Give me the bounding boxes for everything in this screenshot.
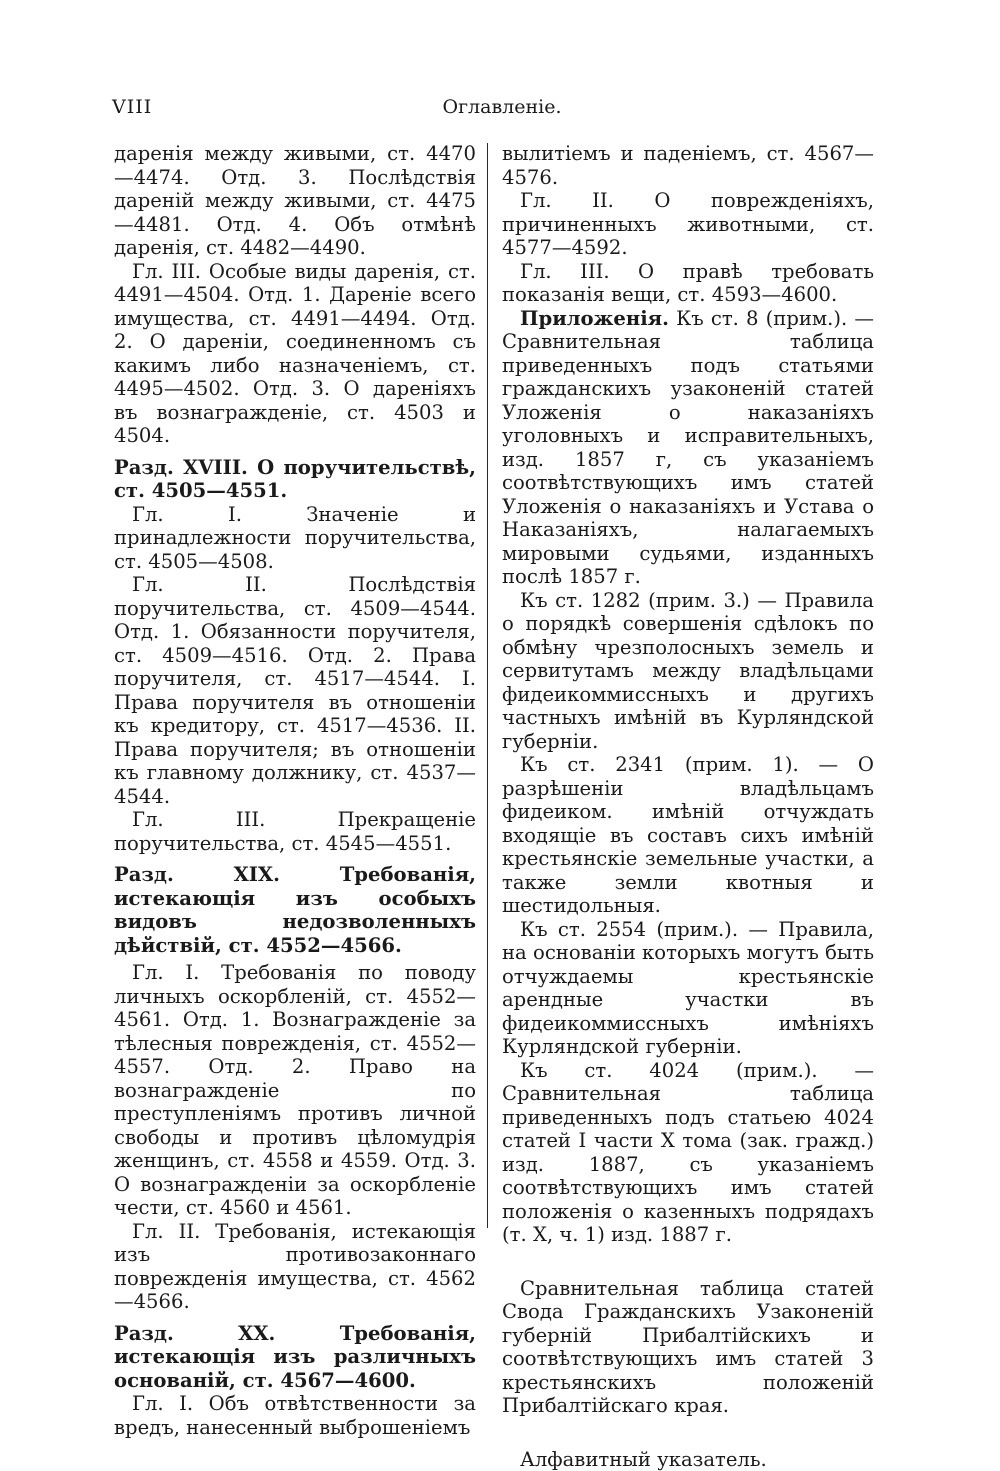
toc-entry: вылитіемъ и паденіемъ, ст. 4567—4576. — [502, 142, 874, 189]
toc-entry: Гл. II. Послѣдствія поручительства, ст. 4509—4544. Отд. 1. Обязанности поручителя, ст. 4509—4516. Отд. 2. Права поручителя, ст. 4517—4544. I. Права поручителя въ отношеніи къ кредитору, ст. 4517—4536. II. Права поручителя; въ отношеніи къ главному должнику, ст. 4537—4544. — [114, 573, 476, 808]
toc-entry: Къ ст. 1282 (прим. 3.) — Правила о порядкѣ совершенія сдѣлокъ по обмѣну чрезполосныхъ земель и сервитутамъ между владѣльцами фидеикоммиссныхъ и другихъ частныхъ имѣній въ Курляндской губерніи. — [502, 589, 874, 754]
left-column — [114, 142, 476, 1439]
toc-entry: Алфавитный указатель. — [502, 1448, 874, 1471]
appendix-entry — [502, 307, 874, 589]
toc-entry: Гл. II. О поврежденіяхъ, причиненныхъ животными, ст. 4577—4592. — [502, 189, 874, 260]
appendix-label: Приложенія. — [520, 307, 669, 330]
column-divider — [487, 143, 488, 1228]
toc-entry: Къ ст. 2554 (прим.). — Правила, на основаніи которыхъ могутъ быть отчуждаемы крестьянскіе арендные участки въ фидеикоммиссныхъ имѣніяхъ Курляндской губерніи. — [502, 918, 874, 1059]
section-heading: Разд. XX. Требованія, истекающія изъ различныхъ основаній, ст. 4567—4600. — [114, 1322, 476, 1393]
toc-entry: даренія между живыми, ст. 4470—4474. Отд. 3. Послѣдствія дареній между живыми, ст. 4475—4481. Отд. 4. Объ отмѣнѣ даренія, ст. 4482—4490. — [114, 142, 476, 260]
toc-entry: Сравнительная таблица статей Свода Гражданскихъ Узаконеній губерній Прибалтійскихъ и соотвѣтствующихъ имъ статей 3 крестьянскихъ положеній Прибалтійскаго края. — [502, 1277, 874, 1418]
running-title: Оглавленіе. — [112, 96, 892, 118]
page-header — [112, 96, 892, 126]
toc-entry: Гл. II. Требованія, истекающія изъ противозаконнаго поврежденія имущества, ст. 4562—4566. — [114, 1220, 476, 1314]
appendix-text: Къ ст. 8 (прим.). — Сравнительная таблица приведенныхъ подъ статьями гражданскихъ узаконеній статей Уложенія о наказаніяхъ уголовныхъ и исправительныхъ, изд. 1857 г, съ указаніемъ соотвѣтствующихъ имъ статей Уложенія о наказаніяхъ и Устава о Наказаніяхъ, налагаемыхъ мировыми судьями, изданныхъ послѣ 1857 г. — [502, 307, 874, 589]
toc-entry: Гл. III. Особые виды даренія, ст. 4491—4504. Отд. 1. Дареніе всего имущества, ст. 4491—4494. Отд. 2. О дареніи, соединенномъ съ какимъ либо назначеніемъ, ст. 4495—4502. Отд. 3. О дареніяхъ въ вознагражденіе, ст. 4503 и 4504. — [114, 260, 476, 448]
section-heading: Разд. XVIII. О поручительствѣ, ст. 4505—4551. — [114, 456, 476, 503]
toc-entry: Къ ст. 2341 (прим. 1). — О разрѣшеніи владѣльцамъ фидеиком. имѣній отчуждать входящіе въ составъ сихъ имѣній крестьянскіе земельные участки, а также земли квотныя и шестидольныя. — [502, 753, 874, 918]
toc-entry: Гл. I. Значеніе и принадлежности поручительства, ст. 4505—4508. — [114, 503, 476, 574]
toc-entry: Гл. III. О правѣ требовать показанія вещи, ст. 4593—4600. — [502, 260, 874, 307]
toc-entry: Гл. III. Прекращеніе поручительства, ст. 4545—4551. — [114, 808, 476, 855]
toc-entry: Гл. I. Объ отвѣтственности за вредъ, нанесенный выброшеніемъ — [114, 1392, 476, 1439]
section-heading: Разд. XIX. Требованія, истекающія изъ особыхъ видовъ недозволенныхъ дѣйствій, ст. 4552—4566. — [114, 863, 476, 957]
page-number: VIII — [112, 96, 152, 118]
toc-entry: Гл. I. Требованія по поводу личныхъ оскорбленій, ст. 4552—4561. Отд. 1. Вознагражденіе за тѣлесныя поврежденія, ст. 4552—4557. Отд. 2. Право на вознагражденіе по преступленіямъ противъ личной свободы и противъ цѣломудрія женщинъ, ст. 4558 и 4559. Отд. 3. О вознагражденіи за оскорбленіе чести, ст. 4560 и 4561. — [114, 961, 476, 1220]
right-column — [502, 142, 874, 1471]
toc-entry: Къ ст. 4024 (прим.). — Сравнительная таблица приведенныхъ подъ статьею 4024 статей I части X тома (зак. гражд.) изд. 1887, съ указаніемъ соотвѣтствующихъ имъ статей положенія о казенныхъ подрядахъ (т. X, ч. 1) изд. 1887 г. — [502, 1059, 874, 1247]
